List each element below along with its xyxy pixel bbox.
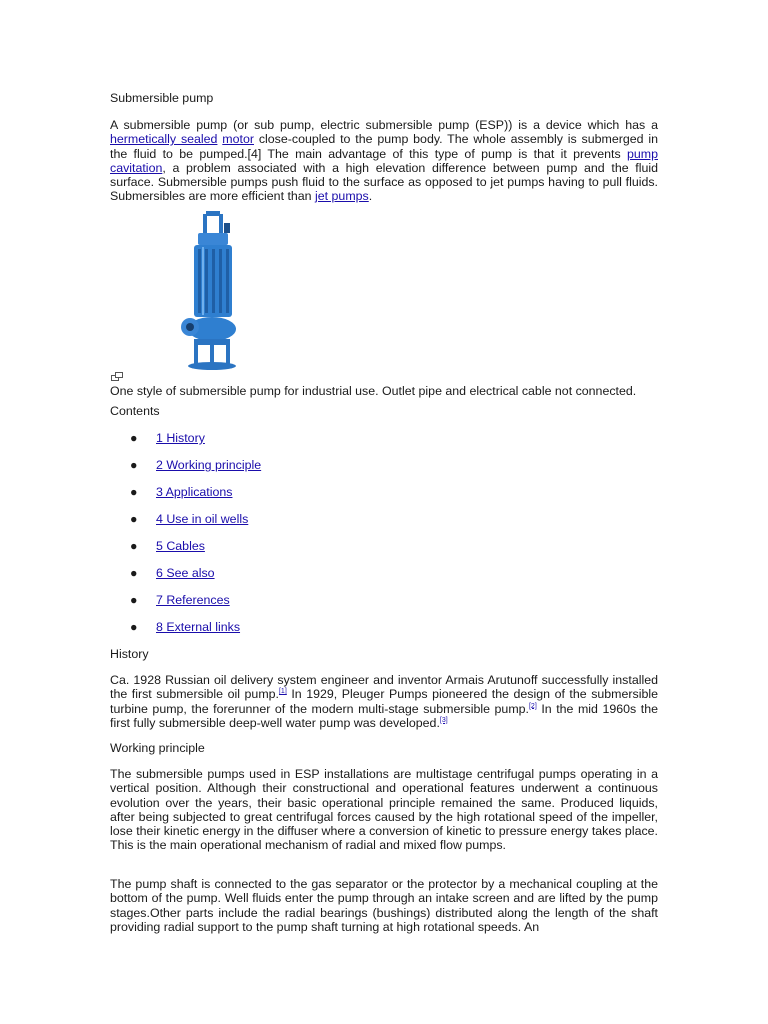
- document-title: Submersible pump: [110, 91, 214, 105]
- toc-link-external-links[interactable]: 8 External links: [156, 620, 241, 634]
- intro-paragraph: [110, 118, 658, 204]
- citation-1[interactable]: [1]: [278, 688, 287, 696]
- link-motor[interactable]: motor: [222, 132, 254, 147]
- pump-leg: [226, 345, 230, 365]
- pump-fin: [212, 249, 215, 313]
- figure-caption: One style of submersible pump for industrial use. Outlet pipe and electrical cable not connected.: [110, 384, 637, 398]
- pump-image: [176, 209, 248, 371]
- bullet-icon: ●: [130, 512, 138, 526]
- link-pump-cavitation[interactable]: pump cavitation: [110, 146, 658, 175]
- working-principle-paragraph-1: The submersible pumps used in ESP installations are multistage centrifugal pumps operating in a vertical position. Although their constructional and operational features underwent a continuous evolution over the years, their basic operational principle remained the same. Produced liquids, after being subjected to great centrifugal forces caused by the high rotational speed of the impeller, lose their kinetic energy in the diffuser where a conversion of kinetic to pressure energy takes place. This is the main operational mechanism of radial and mixed flow pumps.: [110, 767, 658, 853]
- bullet-icon: ●: [130, 431, 138, 445]
- citation-3[interactable]: [3]: [439, 716, 448, 724]
- intro-text-1: A submersible pump (or sub pump, electric submersible pump (ESP)) is a device which has a: [110, 118, 658, 132]
- pump-fin: [226, 249, 229, 313]
- pump-outlet-bore: [186, 323, 194, 331]
- working-principle-paragraph-2: The pump shaft is connected to the gas separator or the protector by a mechanical coupling at the bottom of the pump. Well fluids enter the pump through an intake screen and are lifted by the pump stages.Other parts include the radial bearings (bushings) distributed along the length of the shaft providing radial support to the pump shaft turning at high rotational speeds. An: [110, 877, 658, 934]
- pump-cable-gland: [224, 223, 230, 233]
- pump-handle-top: [206, 211, 220, 216]
- pump-fin: [219, 249, 222, 313]
- bullet-icon: ●: [130, 566, 138, 580]
- submersible-pump-illustration: [176, 209, 248, 371]
- pump-handle-left: [203, 214, 207, 234]
- pump-base-plate: [194, 339, 230, 345]
- history-text-3: In the mid 1960s the first fully submersible deep-well water pump was developed.: [110, 701, 658, 730]
- toc-link-use-in-oil-wells[interactable]: 4 Use in oil wells: [156, 512, 249, 526]
- history-text-2: In 1929, Pleuger Pumps pioneered the design of the submersible turbine pump, the forerunner of the modern multi-stage submersible pump.: [110, 687, 659, 716]
- toc-link-history[interactable]: 1 History: [156, 431, 205, 445]
- pump-top-cap: [198, 233, 228, 245]
- enlarge-icon[interactable]: [111, 370, 123, 384]
- pump-fin: [198, 249, 201, 313]
- toc-link-see-also[interactable]: 6 See also: [156, 566, 215, 580]
- bullet-icon: ●: [130, 593, 138, 607]
- history-text-1: Ca. 1928 Russian oil delivery system engineer and inventor Armais Arutunoff successfully installed the first submersible oil pump.: [110, 673, 658, 702]
- link-jet-pumps[interactable]: jet pumps: [315, 189, 369, 204]
- pump-leg: [194, 345, 198, 365]
- toc-link-cables[interactable]: 5 Cables: [156, 539, 205, 553]
- bullet-icon: ●: [130, 620, 138, 634]
- intro-text-4: , a problem associated with a high elevation difference between pump and the fluid surface. Submersible pumps push fluid to the surface as opposed to jet pumps having to pull fluids. Submersibles are more efficient than: [110, 160, 658, 204]
- toc-link-applications[interactable]: 3 Applications: [156, 485, 233, 499]
- pump-base-ring: [188, 362, 236, 370]
- pump-handle-right: [219, 214, 223, 234]
- history-paragraph: [110, 673, 658, 730]
- pump-fin: [205, 249, 208, 313]
- bullet-icon: ●: [130, 485, 138, 499]
- link-hermetically-sealed[interactable]: hermetically sealed: [110, 132, 218, 147]
- toc-link-working-principle[interactable]: 2 Working principle: [156, 458, 262, 472]
- intro-text-3: close-coupled to the pump body. The whole assembly is submerged in the fluid to be pumped.[4] The main advantage of this type of pump is that it prevents: [110, 132, 658, 161]
- bullet-icon: ●: [130, 458, 138, 472]
- toc-link-references[interactable]: 7 References: [156, 593, 230, 607]
- intro-text-5: .: [368, 189, 373, 204]
- contents-heading: Contents: [110, 404, 160, 418]
- citation-2[interactable]: [2]: [528, 702, 537, 710]
- pump-highlight: [202, 247, 204, 315]
- history-heading: History: [110, 647, 149, 661]
- bullet-icon: ●: [130, 539, 138, 553]
- working-principle-heading: Working principle: [110, 741, 205, 755]
